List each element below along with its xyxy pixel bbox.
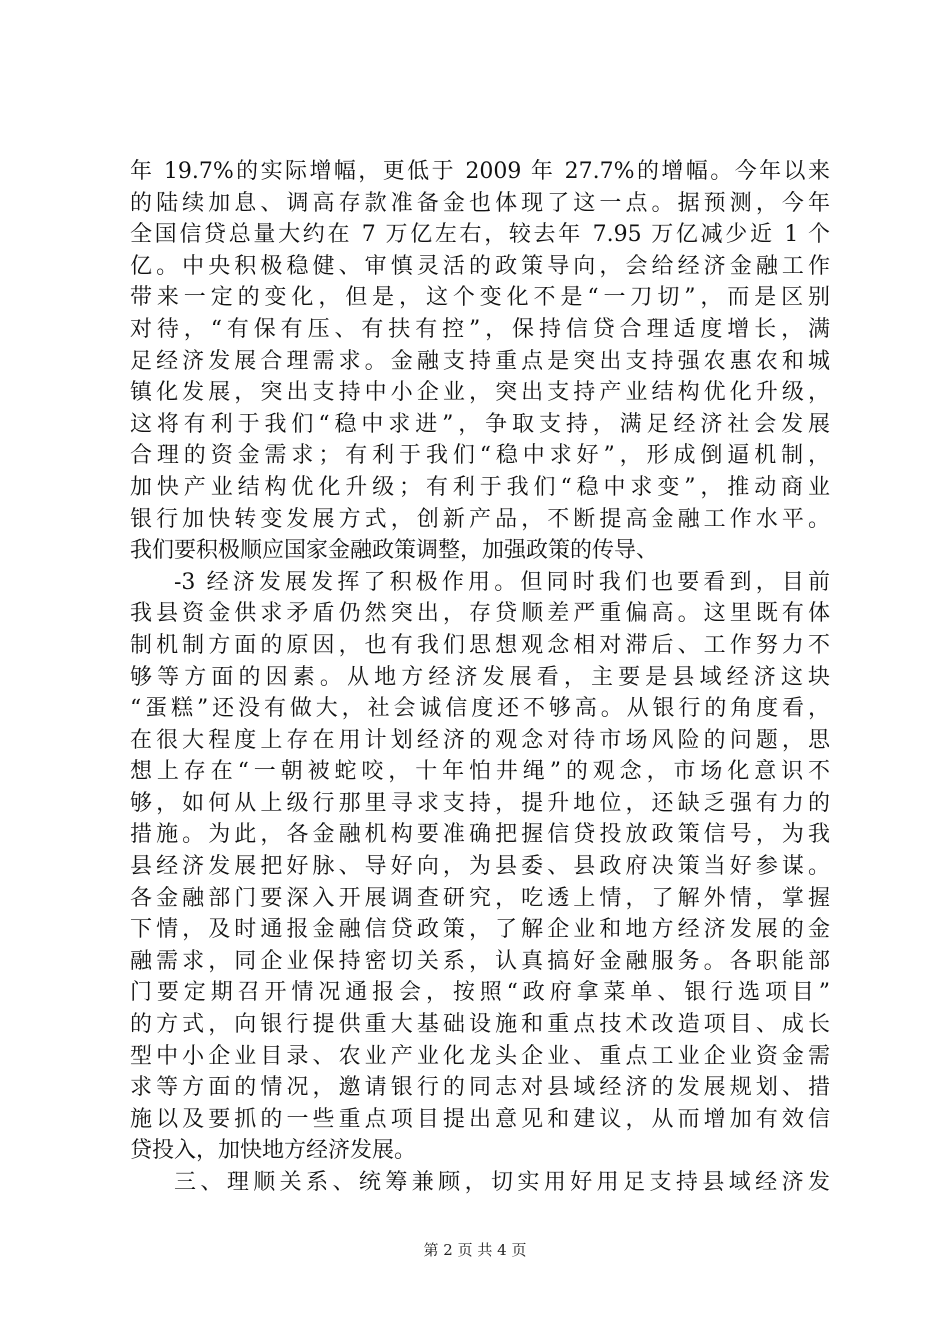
text-line: 年 19.7%的实际增幅，更低于 2009 年 27.7%的增幅。今年以来 — [130, 159, 830, 184]
text-line: 门要定期召开情况通报会，按照“政府拿菜单、银行选项目” — [130, 980, 830, 1006]
text-line: 加快产业结构优化升级；有利于我们“稳中求变”，推动商业 — [130, 474, 830, 500]
text-line: 求等方面的情况，邀请银行的同志对县域经济的发展规划、措 — [130, 1075, 830, 1101]
text-line: 我县资金供求矛盾仍然突出，存贷顺差严重偏高。这里既有体 — [130, 601, 830, 627]
body-text — [130, 156, 830, 1199]
text-line: “蛋糕”还没有做大，社会诚信度还不够高。从银行的角度看， — [130, 696, 830, 722]
section-heading: 三、理顺关系、统筹兼顾，切实用好用足支持县域经济发 — [174, 1170, 830, 1195]
text-line: 亿。中央积极稳健、审慎灵活的政策导向，会给经济金融工作 — [130, 253, 830, 279]
text-line: 贷投入，加快地方经济发展。 — [130, 1138, 417, 1164]
text-line: 想上存在“一朝被蛇咬，十年怕井绳”的观念，市场化意识不 — [130, 759, 830, 785]
text-line: 带来一定的变化，但是，这个变化不是“一刀切”，而是区别 — [130, 285, 830, 311]
text-line: 镇化发展，突出支持中小企业，突出支持产业结构优化升级， — [130, 380, 830, 406]
text-line: 合理的资金需求；有利于我们“稳中求好”，形成倒逼机制， — [130, 443, 830, 469]
text-line: 足经济发展合理需求。金融支持重点是突出支持强农惠农和城 — [130, 348, 830, 374]
text-line: 的陆续加息、调高存款准备金也体现了这一点。据预测，今年 — [130, 190, 830, 216]
text-line: 够等方面的因素。从地方经济发展看，主要是县域经济这块 — [130, 664, 830, 690]
text-line: 措施。为此，各金融机构要准确把握信贷投放政策信号，为我 — [130, 822, 830, 848]
text-line: 全国信贷总量大约在 7 万亿左右，较去年 7.95 万亿减少近 1 个 — [130, 222, 830, 248]
text-line: 融需求，同企业保持密切关系，认真搞好金融服务。各职能部 — [130, 948, 830, 974]
text-line: 各金融部门要深入开展调查研究，吃透上情，了解外情，掌握 — [130, 885, 830, 911]
text-line: 县经济发展把好脉、导好向，为县委、县政府决策当好参谋。 — [130, 854, 830, 880]
text-line: 下情，及时通报金融信贷政策，了解企业和地方经济发展的金 — [130, 917, 830, 943]
text-line: -3 经济发展发挥了积极作用。但同时我们也要看到，目前 — [174, 569, 830, 595]
text-line: 的方式，向银行提供重大基础设施和重点技术改造项目、成长 — [130, 1012, 830, 1038]
text-line: 我们要积极顺应国家金融政策调整，加强政策的传导、 — [130, 538, 659, 564]
text-line: 施以及要抓的一些重点项目提出意见和建议，从而增加有效信 — [130, 1106, 830, 1132]
text-line: 制机制方面的原因，也有我们思想观念相对滞后、工作努力不 — [130, 632, 830, 658]
page-number-footer: 第 2 页 共 4 页 — [423, 1241, 527, 1259]
text-line: 银行加快转变发展方式，创新产品，不断提高金融工作水平。 — [130, 506, 830, 532]
text-line: 在很大程度上存在用计划经济的观念对待市场风险的问题，思 — [130, 727, 830, 753]
text-line: 型中小企业目录、农业产业化龙头企业、重点工业企业资金需 — [130, 1043, 830, 1069]
text-line: 对待，“有保有压、有扶有控”，保持信贷合理适度增长，满 — [130, 316, 830, 342]
text-line: 够，如何从上级行那里寻求支持，提升地位，还缺乏强有力的 — [130, 790, 830, 816]
text-line: 这将有利于我们“稳中求进”，争取支持，满足经济社会发展 — [130, 411, 830, 437]
